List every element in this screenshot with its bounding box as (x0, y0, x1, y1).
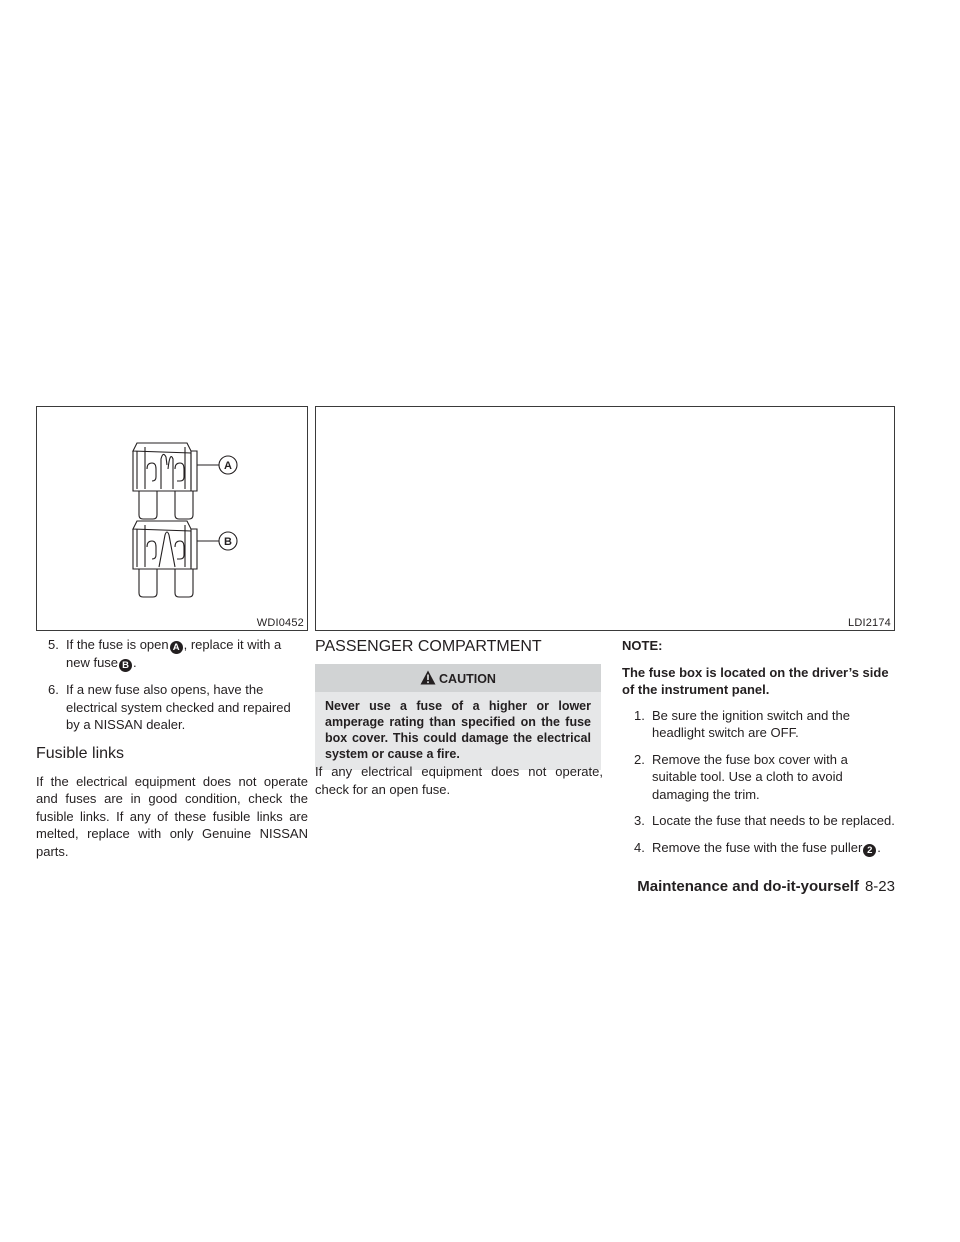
step-number: 4. (634, 839, 645, 855)
warning-icon (420, 670, 436, 685)
item-text: , replace it with a new fuse (66, 637, 282, 670)
fuse-illustration (37, 407, 307, 607)
step-text: Remove the fuse with the fuse puller (652, 839, 863, 855)
step-text: Remove the fuse box cover with a suitable tool. Use a cloth to avoid damaging the trim. (652, 751, 848, 802)
list-number: 6. (48, 682, 59, 697)
list-item (36, 636, 308, 672)
figure-code: WDI0452 (256, 617, 304, 629)
footer-section-title: Maintenance and do-it-yourself (637, 878, 859, 895)
step-text: Locate the fuse that needs to be replaced. (652, 813, 895, 828)
caution-text: Never use a fuse of a higher or lower amperage rating than specified on the fuse box cover. This could damage the electrical system or cause a fire. (315, 692, 601, 770)
fusible-links-text: If the electrical equipment does not operate and fuses are in good condition, check the fusible links. If any of these fusible links are melted, replace with only Genuine NISSAN parts. (36, 773, 308, 859)
caution-title: CAUTION (439, 672, 496, 686)
step-item (622, 839, 896, 857)
body-text: If any electrical equipment does not operate, check for an open fuse. (315, 764, 603, 797)
good-fuse (133, 521, 197, 597)
left-column (36, 636, 308, 860)
callout-2-marker: 2 (863, 844, 876, 857)
step-number: 2. (634, 751, 645, 767)
fuse-figure (36, 406, 308, 631)
section-heading: PASSENGER COMPARTMENT (315, 638, 542, 655)
footer-page-number: 8-23 (864, 878, 895, 895)
figure-code: LDI2174 (848, 617, 891, 629)
step-item (622, 812, 896, 830)
callout-b-label: B (224, 536, 232, 548)
callout-a-marker: A (170, 641, 183, 654)
page-footer (637, 878, 895, 896)
note-label: NOTE: (622, 638, 663, 653)
step-text-end: . (877, 839, 881, 855)
caution-header (315, 664, 601, 692)
fuse-box-figure (315, 406, 895, 631)
blown-fuse (133, 443, 197, 519)
callout-a-label: A (224, 460, 232, 472)
right-column (622, 637, 896, 857)
step-item (622, 707, 896, 742)
item-text: . (133, 655, 137, 670)
step-number: 1. (634, 707, 645, 723)
list-item (36, 681, 308, 734)
step-number: 3. (634, 813, 645, 828)
callout-b-marker: B (119, 659, 132, 672)
step-text: Be sure the ignition switch and the headlight switch are OFF. (652, 707, 851, 740)
item-text: If the fuse is open (66, 637, 169, 652)
item-text: If a new fuse also opens, have the electrical system checked and repaired by a NISSAN dealer. (66, 682, 291, 732)
step-item (622, 751, 896, 804)
fusible-links-heading: Fusible links (36, 744, 125, 762)
list-number: 5. (48, 637, 59, 652)
caution-box (315, 664, 601, 770)
note-text: The fuse box is located on the driver’s side of the instrument panel. (622, 664, 889, 697)
